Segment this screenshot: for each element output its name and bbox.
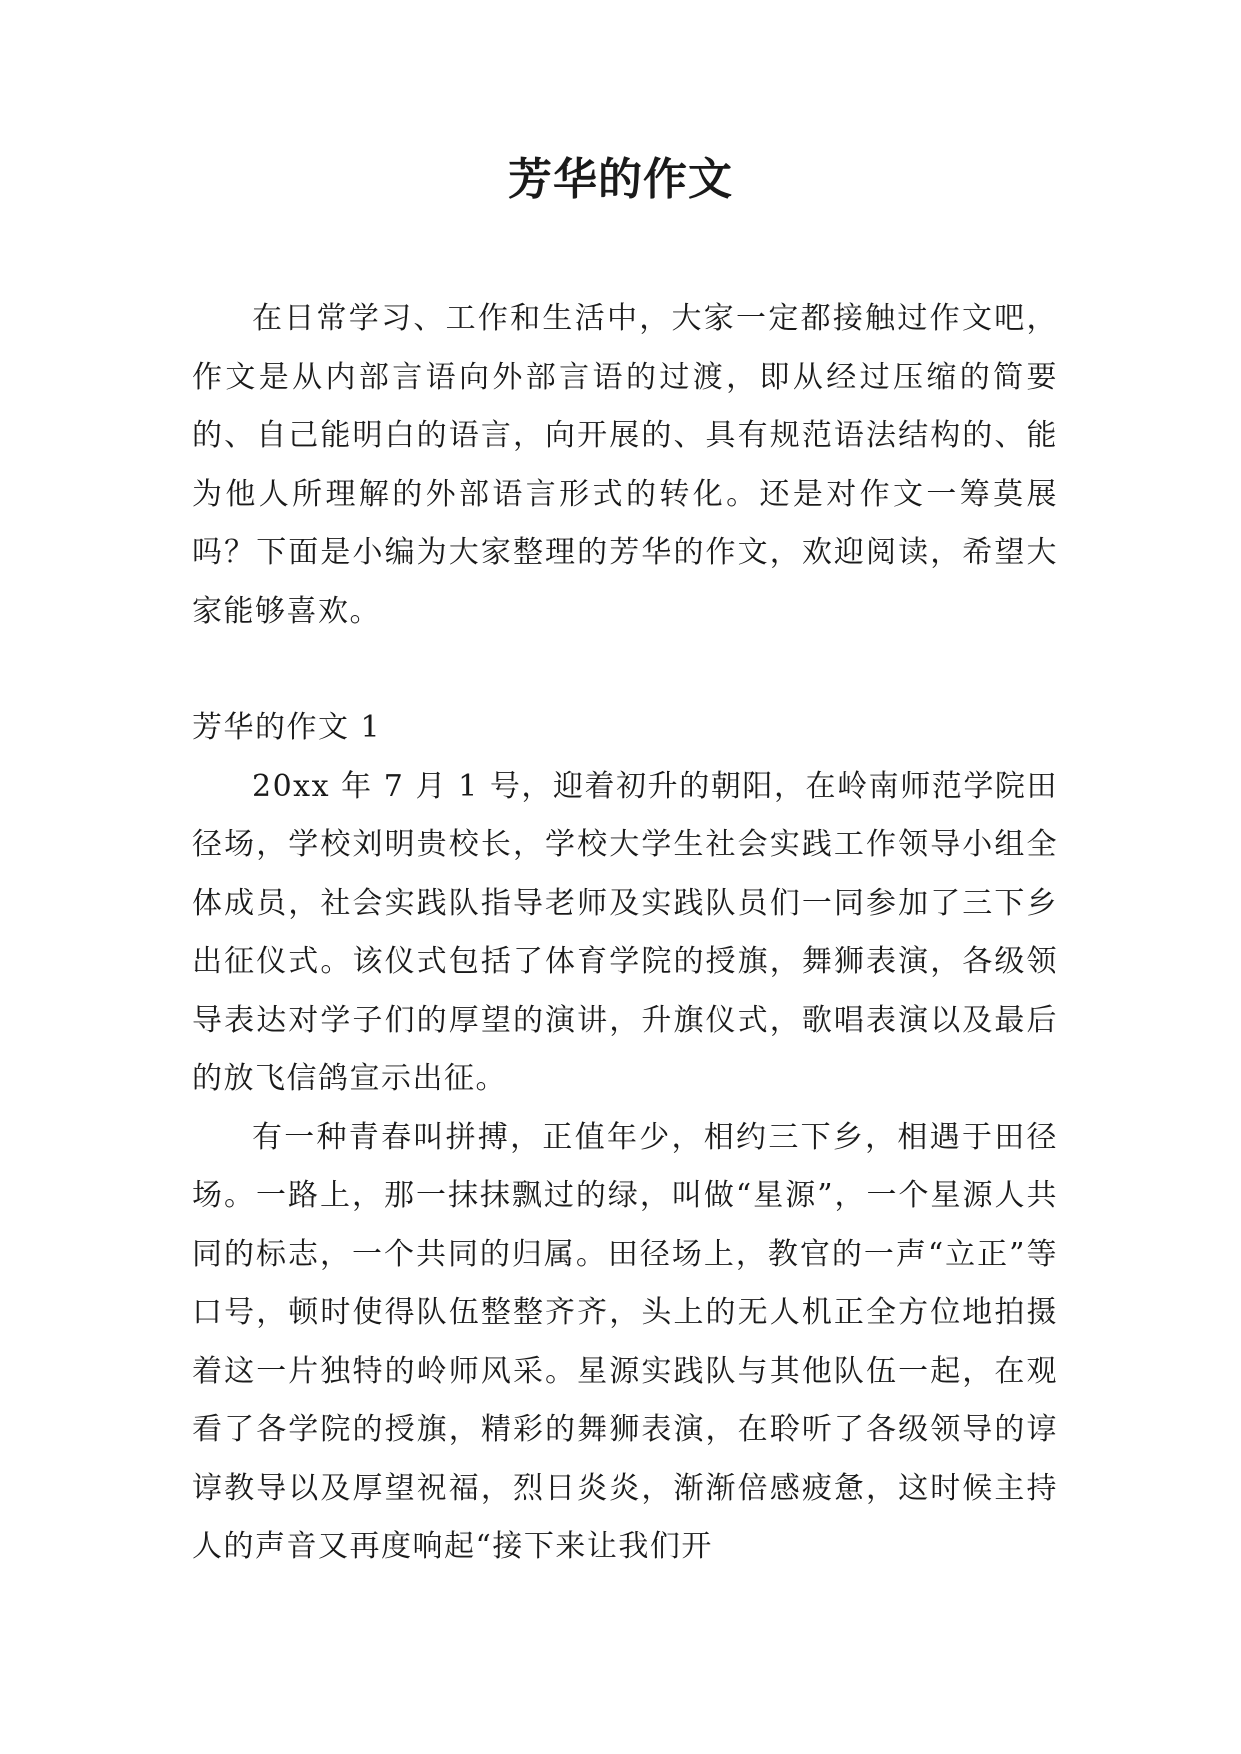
- intro-paragraph: 在日常学习、工作和生活中，大家一定都接触过作文吧，作文是从内部言语向外部言语的过渡，即从经过压缩的简要的、自己能明白的语言，向开展的、具有规范语法结构的、能为他人所理解的外部语言形式的转化。还是对作文一筹莫展吗？下面是小编为大家整理的芳华的作文，欢迎阅读，希望大家能够喜欢。: [192, 301, 1058, 629]
- document-body: [192, 290, 1058, 1577]
- section-heading: 芳华的作文 1: [192, 710, 382, 745]
- body-paragraph-1: 20xx 年 7 月 1 号，迎着初升的朝阳，在岭南师范学院田径场，学校刘明贵校长，学校大学生社会实践工作领导小组全体成员，社会实践队指导老师及实践队员们一同参加了三下乡出征仪式。该仪式包括了体育学院的授旗，舞狮表演，各级领导表达对学子们的厚望的演讲，升旗仪式，歌唱表演以及最后的放飞信鸽宣示出征。: [192, 768, 1058, 1096]
- document-title: 芳华的作文: [508, 154, 733, 205]
- body-paragraph-2: 有一种青春叫拼搏，正值年少，相约三下乡，相遇于田径场。一路上，那一抹抹飘过的绿，叫做“星源”，一个星源人共同的标志，一个共同的归属。田径场上，教官的一声“立正”等口号，顿时使得队伍整整齐齐，头上的无人机正全方位地拍摄着这一片独特的岭师风采。星源实践队与其他队伍一起，在观看了各学院的授旗，精彩的舞狮表演，在聆听了各级领导的谆谆教导以及厚望祝福，烈日炎炎，渐渐倍感疲惫，这时候主持人的声音又再度响起“接下来让我们开: [192, 1119, 1058, 1564]
